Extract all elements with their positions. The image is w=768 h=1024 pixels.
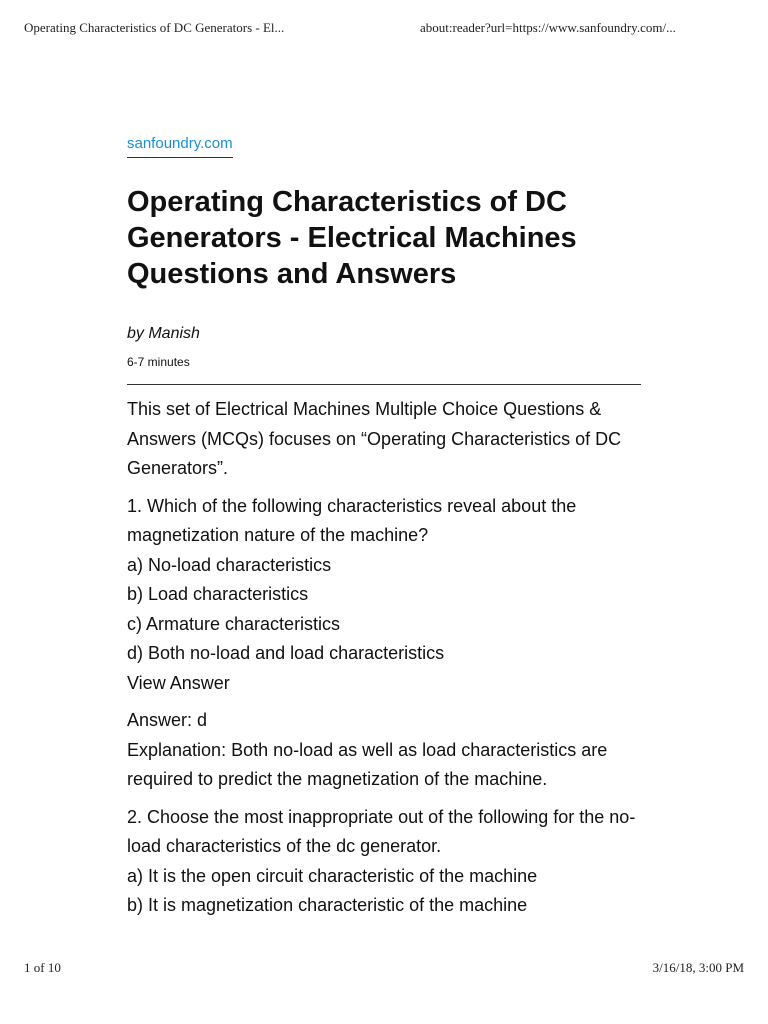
article-title: Operating Characteristics of DC Generators - Electrical Machines Questions and Answers	[127, 186, 577, 290]
page-number: 1 of 10	[24, 960, 61, 975]
option-b: b) It is magnetization characteristic of the machine	[127, 895, 528, 915]
print-header	[0, 20, 768, 40]
option-a: a) No-load characteristics	[127, 554, 332, 575]
header-divider	[127, 384, 641, 385]
page-url: about:reader?url=https://www.sanfoundry.com/...	[420, 20, 676, 35]
reader-article	[127, 134, 641, 929]
question-1	[127, 492, 641, 699]
option-a: a) It is the open circuit characteristic of the machine	[127, 865, 538, 886]
option-b: b) Load characteristics	[127, 584, 309, 604]
question-text: 2. Choose the most inappropriate out of the following for the no-load characteristics of the dc generator.	[127, 806, 636, 856]
print-datetime: 3/16/18, 3:00 PM	[652, 960, 744, 975]
answer-text: Answer: d	[127, 710, 208, 730]
view-answer-button[interactable]: View Answer	[127, 672, 230, 693]
article-byline: by Manish	[127, 325, 200, 342]
explanation-text: Explanation: Both no-load as well as load characteristics are required to predict the magnetization of the machine.	[127, 739, 608, 789]
question-text: 1. Which of the following characteristics reveal about the magnetization nature of the machine?	[127, 495, 577, 545]
question-2	[127, 803, 641, 921]
intro-paragraph: This set of Electrical Machines Multiple Choice Questions & Answers (MCQs) focuses on “Operating Characteristics of DC Generators”.	[127, 399, 622, 478]
article-content	[127, 395, 641, 921]
site-link[interactable]: sanfoundry.com	[127, 134, 233, 158]
print-footer	[0, 960, 768, 980]
option-c: c) Armature characteristics	[127, 613, 341, 634]
option-d: d) Both no-load and load characteristics	[127, 643, 445, 663]
page-tab-title: Operating Characteristics of DC Generators - El...	[24, 20, 285, 35]
answer-1	[127, 706, 641, 795]
reading-time: 6-7 minutes	[127, 355, 190, 369]
